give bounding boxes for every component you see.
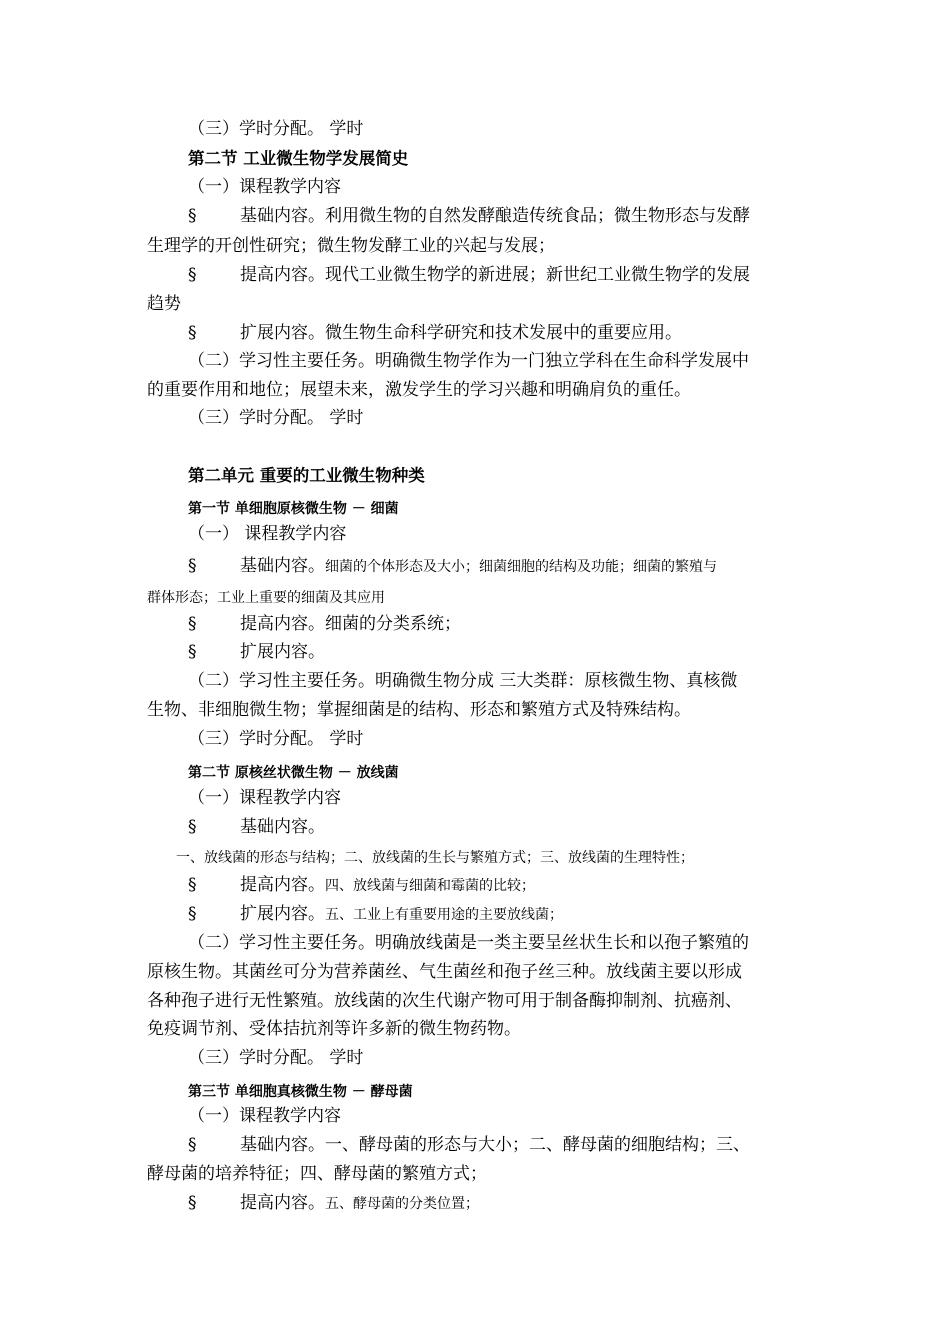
subheading-content: （一）课程教学内容 [188, 177, 341, 197]
paragraph-line: 免疫调节剂、受体拮抗剂等许多新的微生物药物。 [147, 1019, 521, 1039]
section-sign-icon: § [188, 642, 197, 662]
section-heading: 第二节 原核丝状微生物 － 放线菌 [188, 765, 399, 781]
section-sign-icon: § [188, 1193, 197, 1213]
paragraph-line: 酵母菌的培养特征；四、酵母菌的繁殖方式； [147, 1164, 487, 1184]
section-heading: 第二节 工业微生物学发展简史 [188, 149, 409, 168]
paragraph-line: 原核生物。其菌丝可分为营养菌丝、气生菌丝和孢子丝三种。放线菌主要以形成 [147, 962, 742, 982]
numbered-topics-line: 一、放线菌的形态与结构；二、放线菌的生长与繁殖方式；三、放线菌的生理特性； [176, 850, 694, 866]
section-sign-icon: § [188, 1135, 197, 1155]
unit-heading: 第二单元 重要的工业微生物种类 [188, 466, 425, 485]
bullet-advanced: § 提高内容。现代工业微生物学的新进展；新世纪工业微生物学的发展 [188, 265, 750, 285]
bullet-basic: § 基础内容。利用微生物的自然发酵酿造传统食品；微生物形态与发酵 [188, 206, 750, 226]
hours-allocation-line: （三）学时分配。 学时 [188, 1048, 364, 1068]
task-paragraph: （二）学习性主要任务。明确微生物分成 三大类群：原核微生物、真核微 [188, 671, 738, 691]
paragraph-line: 趋势 [147, 294, 181, 314]
section-heading: 第一节 单细胞原核微生物 － 细菌 [188, 501, 399, 517]
bullet-basic: § 基础内容。细菌的个体形态及大小；细菌细胞的结构及功能；细菌的繁殖与 [188, 556, 717, 576]
paragraph-line: 生理学的开创性研究；微生物发酵工业的兴起与发展； [147, 236, 555, 256]
paragraph-line: 生物、非细胞微生物；掌握细菌是的结构、形态和繁殖方式及特殊结构。 [147, 700, 691, 720]
bullet-advanced: § 提高内容。四、放线菌与细菌和霉菌的比较； [188, 875, 535, 895]
task-paragraph: （二）学习性主要任务。明确微生物学作为一门独立学科在生命科学发展中 [188, 351, 749, 371]
subheading-content: （一） 课程教学内容 [188, 524, 347, 544]
section-sign-icon: § [188, 904, 197, 924]
bullet-extended: § 扩展内容。微生物生命科学研究和技术发展中的重要应用。 [188, 323, 682, 343]
bullet-basic: § 基础内容。一、酵母菌的形态与大小；二、酵母菌的细胞结构；三、 [188, 1135, 750, 1155]
hours-allocation-line: （三）学时分配。 学时 [188, 729, 364, 749]
paragraph-line: 各种孢子进行无性繁殖。放线菌的次生代谢产物可用于制备酶抑制剂、抗癌剂、 [147, 991, 742, 1011]
paragraph-line: 的重要作用和地位；展望未来，激发学生的学习兴趣和明确肩负的重任。 [147, 380, 691, 400]
paragraph-line: 群体形态；工业上重要的细菌及其应用 [147, 590, 385, 606]
section-sign-icon: § [188, 556, 197, 576]
section-sign-icon: § [188, 323, 197, 343]
bullet-basic: § 基础内容。 [188, 817, 325, 837]
section-sign-icon: § [188, 614, 197, 634]
section-sign-icon: § [188, 875, 197, 895]
bullet-extended: § 扩展内容。五、工业上有重要用途的主要放线菌； [188, 904, 563, 924]
section-heading: 第三节 单细胞真核微生物 － 酵母菌 [188, 1084, 413, 1100]
bullet-advanced: § 提高内容。细菌的分类系统； [188, 614, 461, 634]
task-paragraph: （二）学习性主要任务。明确放线菌是一类主要呈丝状生长和以孢子繁殖的 [188, 933, 749, 953]
hours-allocation-line: （三）学时分配。 学时 [188, 119, 364, 139]
bullet-advanced: § 提高内容。五、酵母菌的分类位置； [188, 1193, 479, 1213]
subheading-content: （一）课程教学内容 [188, 1106, 341, 1126]
subheading-content: （一）课程教学内容 [188, 788, 341, 808]
bullet-extended: § 扩展内容。 [188, 642, 325, 662]
hours-allocation-line: （三）学时分配。 学时 [188, 408, 364, 428]
section-sign-icon: § [188, 206, 197, 226]
section-sign-icon: § [188, 817, 197, 837]
section-sign-icon: § [188, 265, 197, 285]
